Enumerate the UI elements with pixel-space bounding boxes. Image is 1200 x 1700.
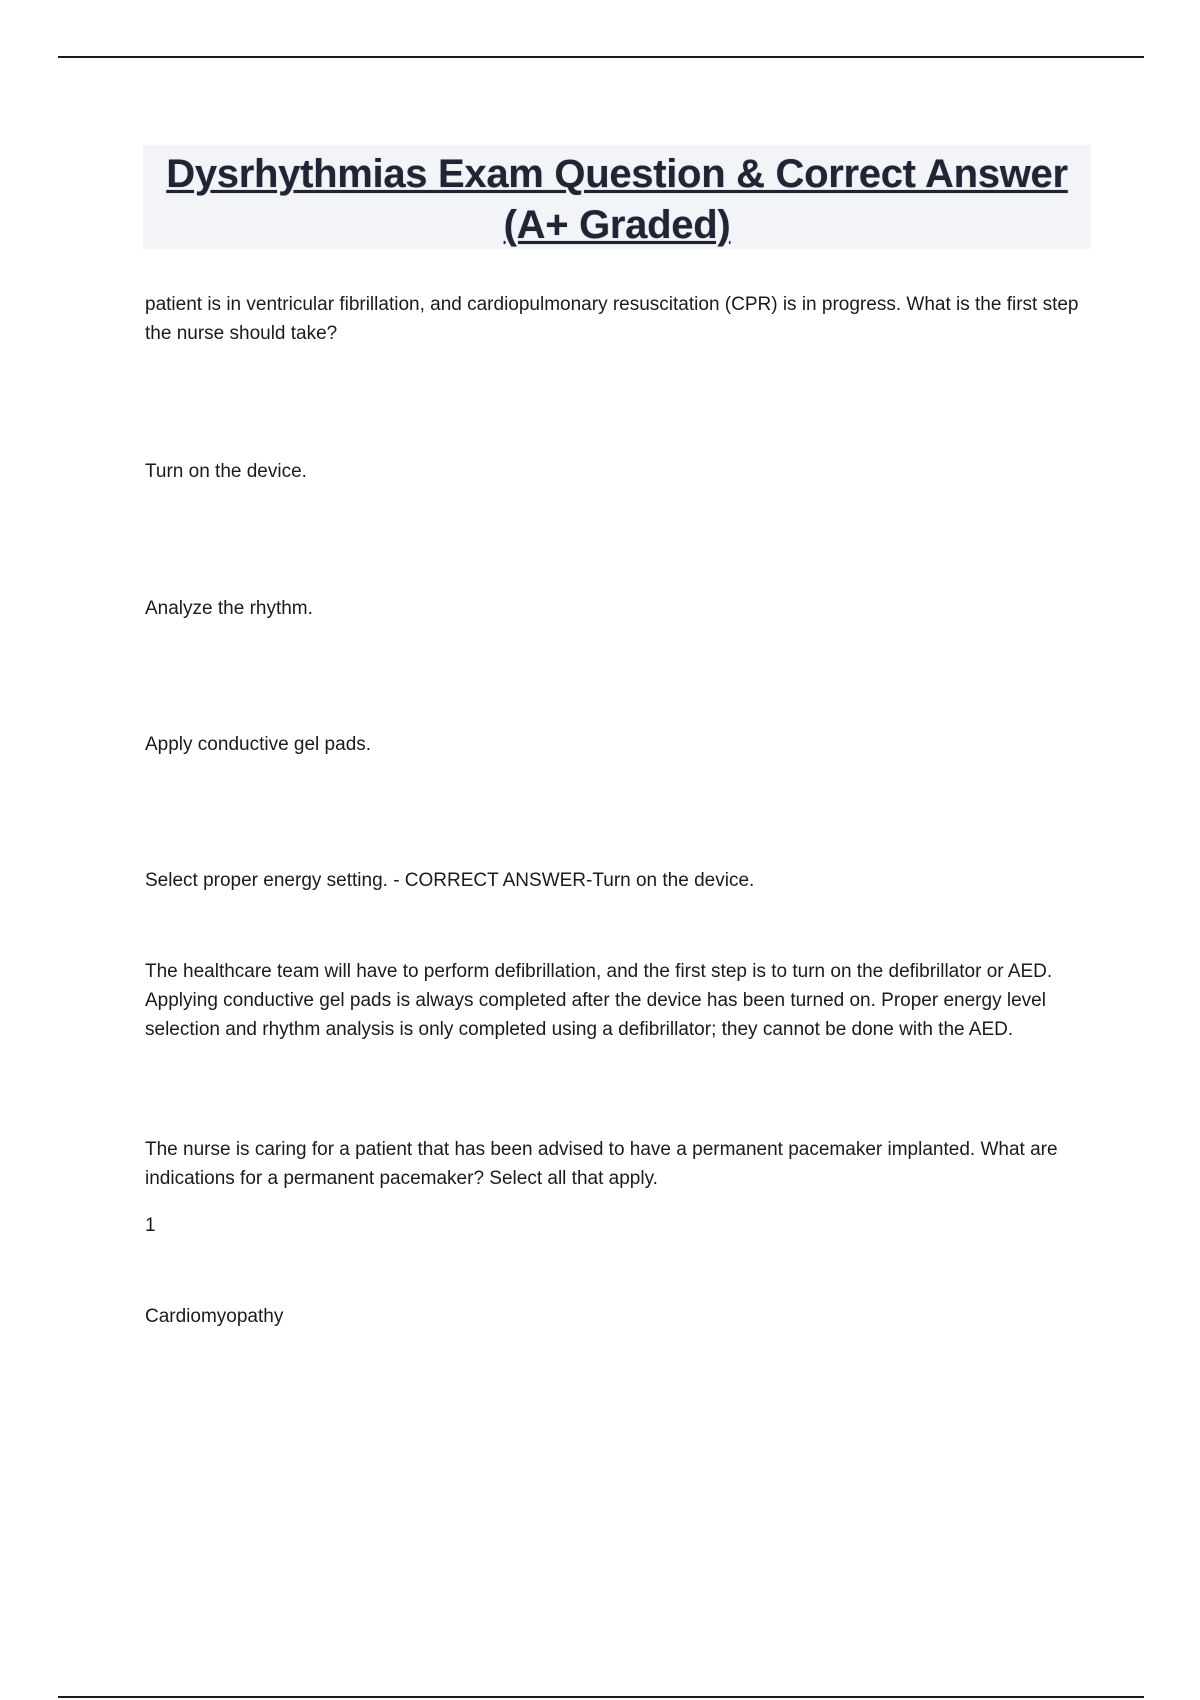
question-1-rationale: The healthcare team will have to perform defibrillation, and the first step is to turn on the defibrillator or AED. Applying conductive gel pads is always completed after the device has been turned on. Proper energy level selection and rhythm analysis is only completed using a defibrillator; they cannot be done with the AED. <box>145 961 1053 1040</box>
bottom-divider <box>58 1696 1144 1698</box>
question-1-text: patient is in ventricular fibrillation, and cardiopulmonary resuscitation (CPR) is in progress. What is the first step the nurse should take? <box>145 294 1079 344</box>
top-divider <box>58 56 1144 58</box>
question-1-option-1: Turn on the device. <box>145 461 307 482</box>
question-1-option-2: Analyze the rhythm. <box>145 598 313 619</box>
question-2-text: The nurse is caring for a patient that has been advised to have a permanent pacemaker implanted. What are indications for a permanent pacemaker? Select all that apply. <box>145 1139 1058 1189</box>
question-2-option-1: Cardiomyopathy <box>145 1306 284 1327</box>
title-banner <box>143 145 1091 249</box>
page-title: Dysrhythmias Exam Question & Correct Answer (A+ Graded) <box>166 152 1068 247</box>
question-1-option-4-answer: Select proper energy setting. - CORRECT ANSWER-Turn on the device. <box>145 870 755 891</box>
question-1-option-3: Apply conductive gel pads. <box>145 734 372 755</box>
question-2-number: 1 <box>145 1215 156 1236</box>
